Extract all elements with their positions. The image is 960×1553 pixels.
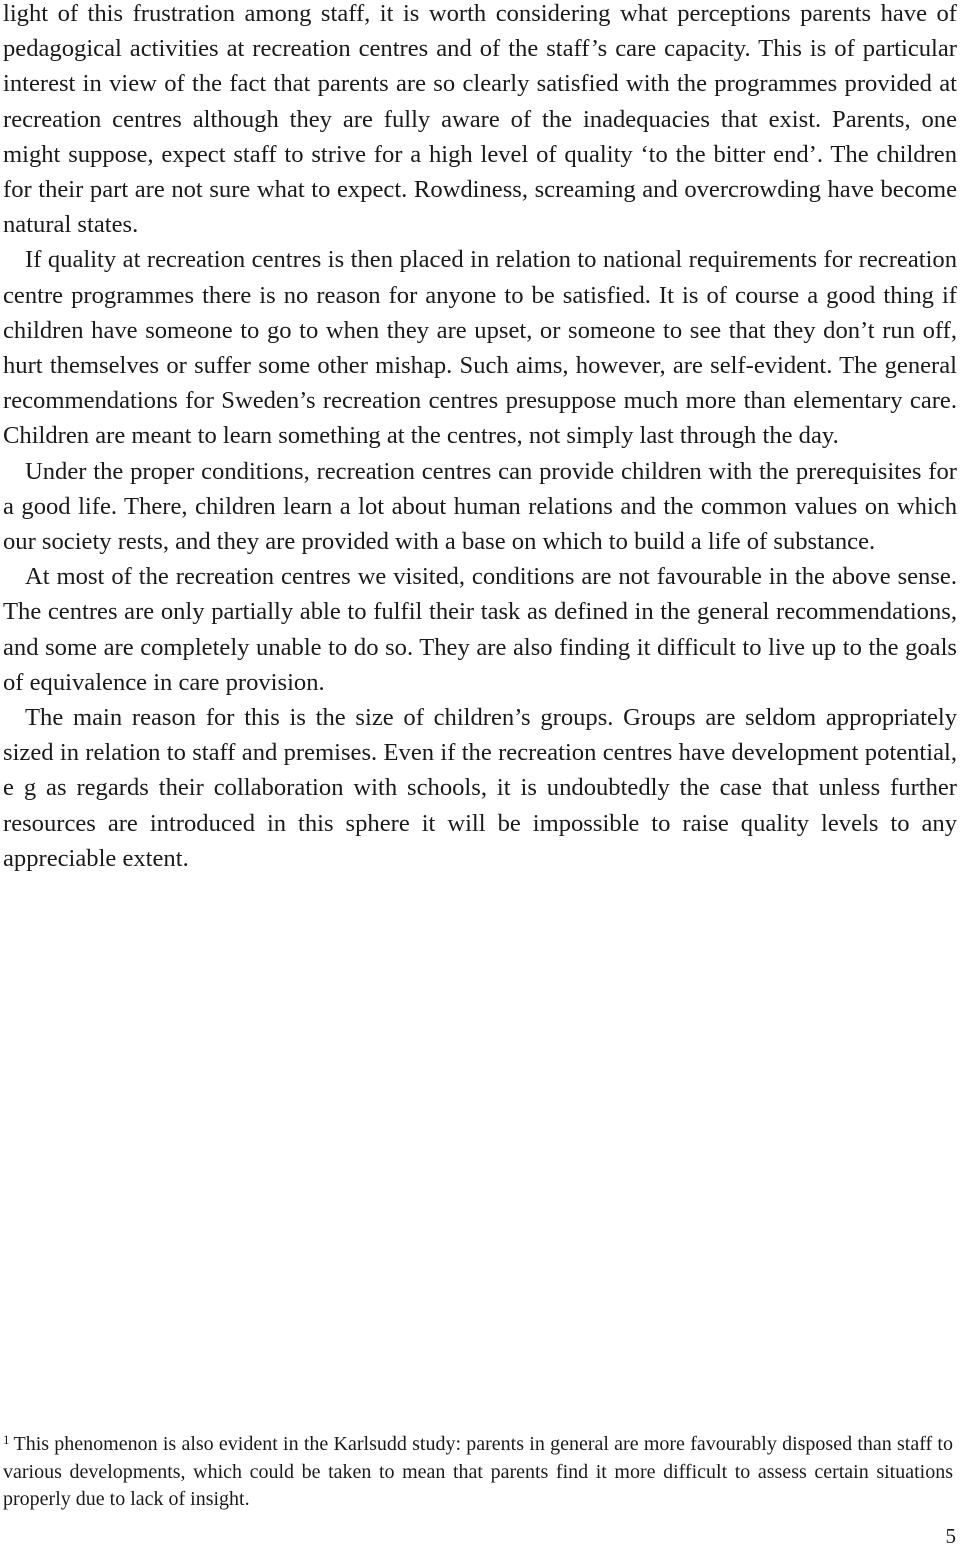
paragraph-1: light of this frustration among staff, it is worth considering what perceptions parents have of pedagogical activities at recreation centres and of the staff’s care capacity. This is of particular interest in view of the fact that parents are so clearly satisfied with the programmes provided at recreation centres although they are fully aware of the inadequacies that exist. Parents, one might suppose, expect staff to strive for a high level of quality ‘to the bitter end’. The children for their part are not sure what to expect. Rowdiness, screaming and overcrowding have become natural states. bbox=[3, 0, 957, 239]
paragraph-2: If quality at recreation centres is then placed in relation to national requirements for recreation centre programmes there is no reason for anyone to be satisfied. It is of course a good thing if children have someone to go to when they are upset, or someone to see that they don’t run off, hurt themselves or suffer some other mishap. Such aims, however, are self-evident. The general recommendations for Sweden’s recreation centres presuppose much more than elementary care. Children are meant to learn something at the centres, not simply last through the day. bbox=[3, 246, 957, 450]
footnote-marker: 1 bbox=[3, 1432, 10, 1447]
footnote bbox=[3, 1426, 953, 1514]
paragraph-3: Under the proper conditions, recreation centres can provide children with the prerequisites for a good life. There, children learn a lot about human relations and the common values on which our society rests, and they are provided with a base on which to build a life of substance. bbox=[3, 457, 957, 556]
footnote-text: This phenomenon is also evident in the Karlsudd study: parents in general are more favourably disposed than staff to various developments, which could be taken to mean that parents find it more difficult to assess certain situations properly due to lack of insight. bbox=[3, 1433, 953, 1510]
paragraph-4: At most of the recreation centres we visited, conditions are not favourable in the above sense. The centres are only partially able to fulfil their task as defined in the general recommendations, and some are completely unable to do so. They are also finding it difficult to live up to the goals of equivalence in care provision. bbox=[3, 563, 957, 696]
body-text bbox=[3, 0, 957, 876]
paragraph-5: The main reason for this is the size of children’s groups. Groups are seldom appropriately sized in relation to staff and premises. Even if the recreation centres have development potential, e g as regards their collaboration with schools, it is undoubtedly the case that unless further resources are introduced in this sphere it will be impossible to raise quality levels to any appreciable extent. bbox=[3, 704, 957, 872]
page-number: 5 bbox=[945, 1524, 956, 1548]
